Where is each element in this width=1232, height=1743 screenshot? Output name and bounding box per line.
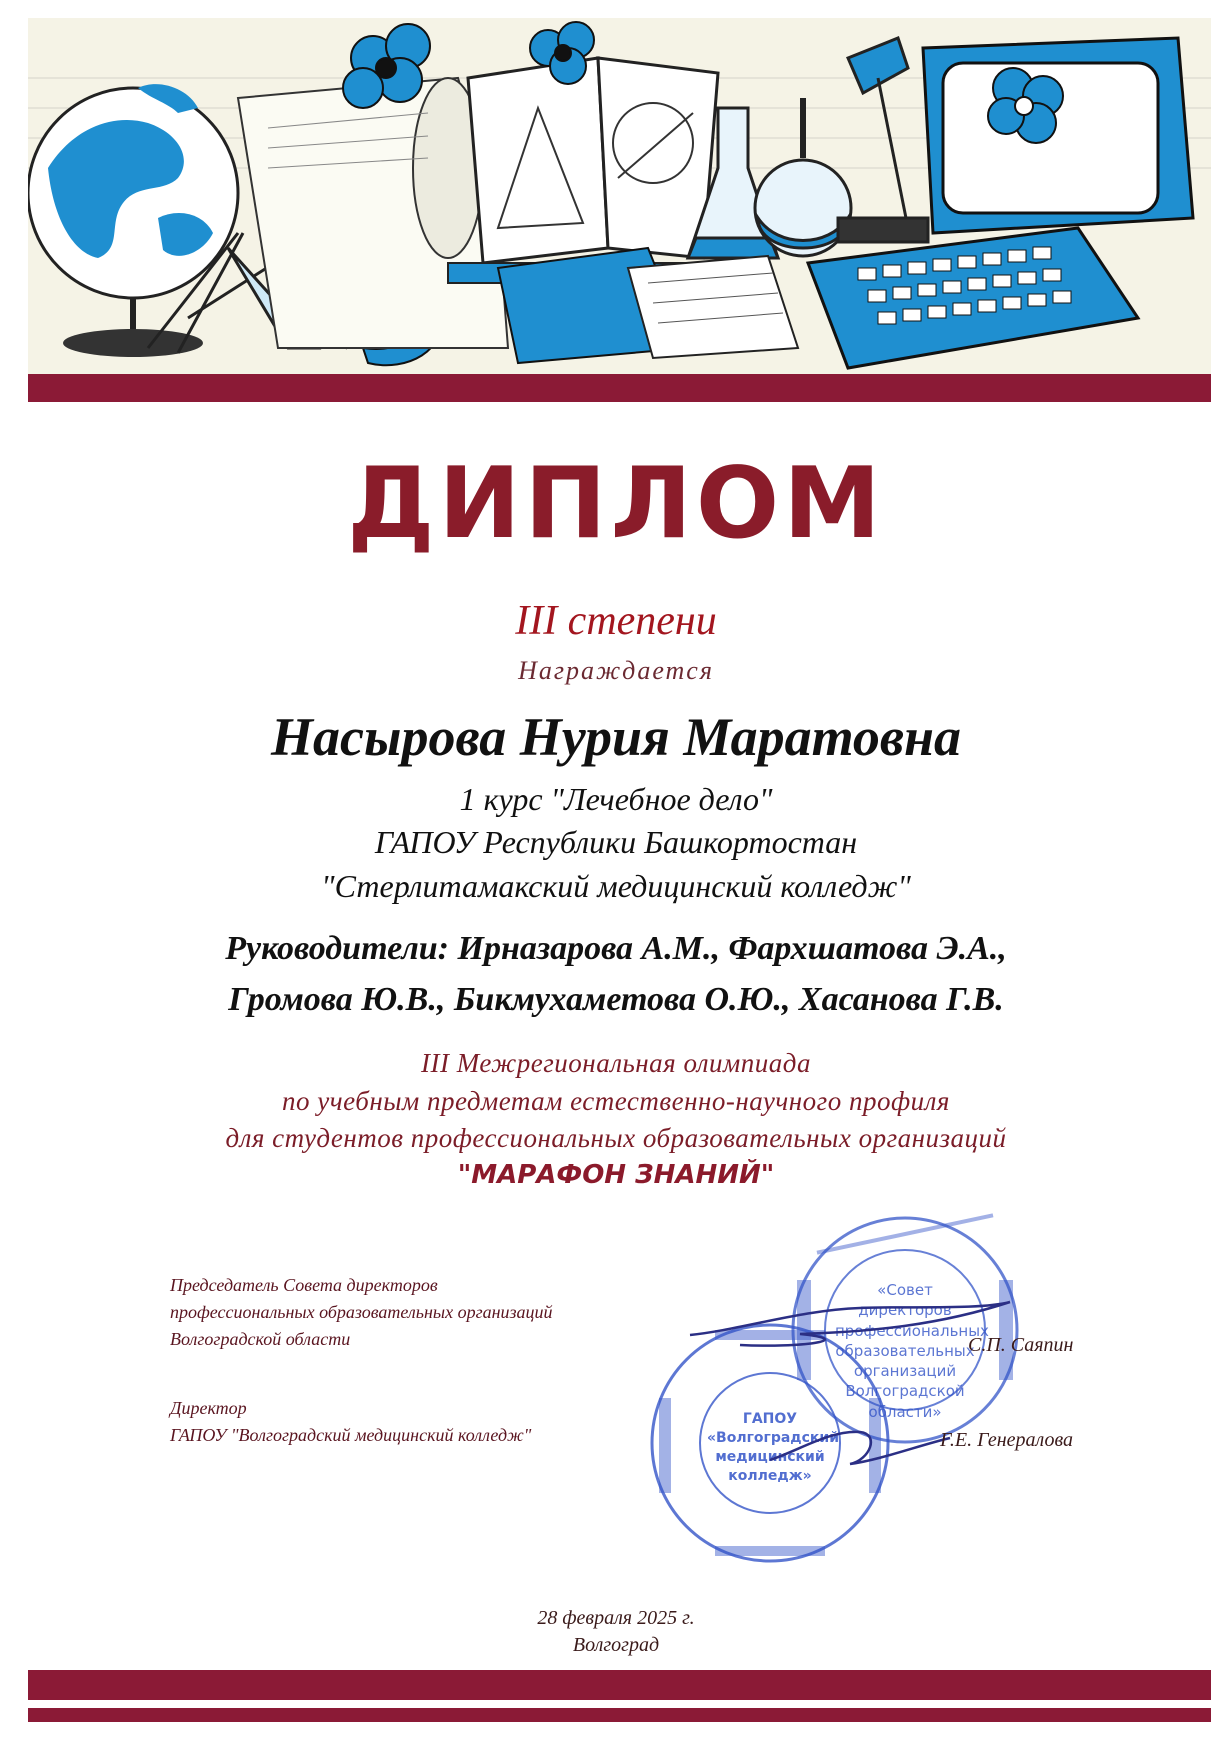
chair-title-line-1: Председатель Совета директоров xyxy=(170,1275,438,1295)
bottom-burgundy-stripe xyxy=(28,1708,1211,1722)
institution-line-1: ГАПОУ Республики Башкортостан xyxy=(374,824,858,860)
chair-title-line-3: Волгоградской области xyxy=(170,1329,351,1349)
council-stamp-text: «Совет директоров профессиональных образовательных организаций Волгоградской области» xyxy=(835,1281,989,1421)
director-signature xyxy=(760,1420,960,1480)
event-line-2: по учебным предметам естественно-научного профиля xyxy=(282,1086,950,1116)
issue-date-block xyxy=(0,1605,1232,1659)
paper-scroll xyxy=(238,78,508,348)
issue-date: 28 февраля 2025 г. xyxy=(537,1607,695,1629)
director-title-line-2: ГАПОУ "Волгоградский медицинский колледж" xyxy=(170,1425,532,1445)
event-line-1: III Межрегиональная олимпиада xyxy=(421,1048,811,1078)
issue-city: Волгоград xyxy=(572,1634,660,1656)
open-book xyxy=(448,58,718,283)
header-illustration xyxy=(28,18,1211,388)
director-title-line-1: Директор xyxy=(170,1398,247,1418)
event-name: "МАРАФОН ЗНАНИЙ" xyxy=(457,1160,775,1190)
event-line-3: для студентов профессиональных образовательных организаций xyxy=(225,1123,1007,1153)
notebook xyxy=(498,248,798,363)
chair-title xyxy=(170,1272,553,1353)
chair-name: С.П. Саяпин xyxy=(968,1334,1074,1356)
institution-line-2: "Стерлитамакский медицинский колледж" xyxy=(321,868,911,904)
awarded-label: Награждается xyxy=(518,656,714,685)
course-line: 1 курс "Лечебное дело" xyxy=(459,781,773,817)
recipient-name: Насырова Нурия Маратовна xyxy=(271,707,961,767)
director-name: Г.Е. Генералова xyxy=(940,1429,1074,1451)
bottom-burgundy-band xyxy=(28,1670,1211,1700)
chair-title-line-2: профессиональных образовательных организаций xyxy=(170,1302,553,1322)
supervisors-line-2: Громова Ю.В., Бикмухаметова О.Ю., Хасанова Г.В. xyxy=(228,981,1004,1018)
director-title xyxy=(170,1395,531,1449)
top-burgundy-band xyxy=(28,374,1211,402)
diploma-degree: III степени xyxy=(515,598,717,644)
supervisors-line-1: Руководители: Ирназарова А.М., Фархшатова Э.А., xyxy=(225,930,1007,967)
page-title: ДИПЛОМ xyxy=(347,447,885,561)
school-supplies-illustration xyxy=(28,18,1211,388)
college-stamp-text: ГАПОУ «Волгоградский медицинский колледж» xyxy=(707,1411,840,1484)
